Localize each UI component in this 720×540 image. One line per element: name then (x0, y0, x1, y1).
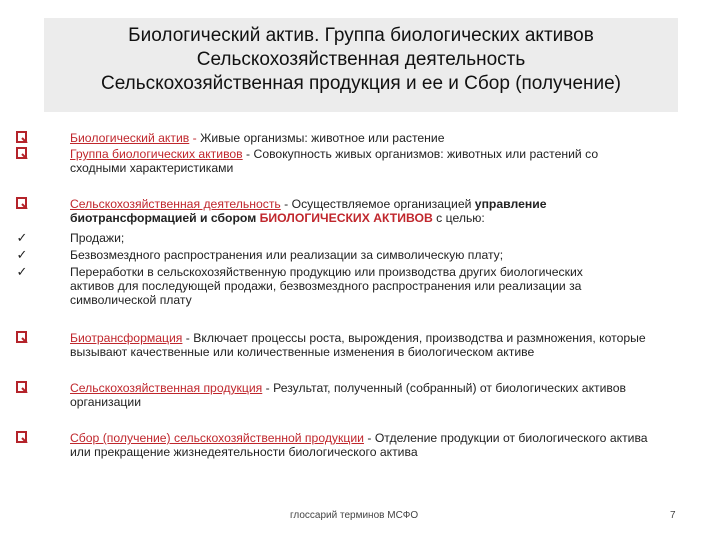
checkmark-icon: ✓ (16, 264, 28, 279)
q-bullet-icon (16, 197, 28, 209)
q-bullet-icon (16, 431, 28, 443)
q-bullet-icon (16, 381, 28, 393)
term: Группа биологических активов (70, 147, 243, 161)
definition-part: - Осуществляемое организацией (280, 197, 475, 211)
separator: - (242, 147, 254, 161)
definition: Живые организмы: животное или растение (200, 131, 445, 145)
term: Сбор (получение) сельскохозяйственной продукции (70, 431, 364, 445)
list-item-biotransformation (16, 331, 706, 359)
definition: Совокупность живых организмов: животных или растений со сходными характеристиками (70, 147, 599, 175)
list-item-bio-group (16, 147, 706, 175)
separator: - (262, 381, 274, 395)
term: Сельскохозяйственная деятельность (70, 197, 281, 211)
check-item (16, 265, 706, 307)
title-line-1: Биологический актив. Группа биологических активов (128, 25, 594, 46)
check-item (16, 231, 706, 245)
list-item-agri-product (16, 381, 706, 409)
title-box (44, 18, 678, 112)
check-text: Безвозмездного распространения или реализации за символическую плату; (70, 248, 504, 262)
definition: Отделение продукции от биологического актива или прекращение жизнедеятельности биологического актива (70, 431, 648, 459)
title-line-3: Сельскохозяйственная продукция и ее и Сбор (получение) (100, 73, 622, 94)
definition-bold: управление биотрансформацией и сбором (70, 197, 547, 225)
definition: Включает процессы роста, вырождения, производства и размножения, которые вызывают качественные или количественные изменения в биологическом активе (70, 331, 646, 359)
separator: - (182, 331, 194, 345)
list-item-agri-activity (16, 197, 706, 225)
term: Биологический актив (70, 131, 190, 145)
q-bullet-icon (16, 331, 28, 343)
separator: - (189, 131, 201, 145)
check-text: Продажи; (70, 231, 125, 245)
definition: Результат, полученный (собранный) от биологических активов организации (70, 381, 627, 409)
checkmark-icon: ✓ (16, 230, 28, 245)
check-item (16, 248, 706, 262)
list-item-harvest (16, 431, 706, 459)
checkmark-icon: ✓ (16, 247, 28, 262)
term: Биотрансформация (70, 331, 183, 345)
list-item-bio-asset (16, 131, 706, 145)
check-text: Переработки в сельскохозяйственную продукцию или производства других биологических активов для последующей продажи, безвозмездного распространения или реализации за символической плату (70, 265, 583, 307)
definition-red: БИОЛОГИЧЕСКИХ АКТИВОВ (259, 211, 433, 225)
q-bullet-icon (16, 147, 28, 159)
q-bullet-icon (16, 131, 28, 143)
footer-caption: глоссарий терминов МСФО (290, 510, 419, 521)
definition-part: с целью: (432, 211, 485, 225)
title-line-2: Сельскохозяйственная деятельность (196, 49, 526, 70)
separator: - (363, 431, 375, 445)
term: Сельскохозяйственная продукция (70, 381, 263, 395)
page-number: 7 (670, 510, 676, 521)
